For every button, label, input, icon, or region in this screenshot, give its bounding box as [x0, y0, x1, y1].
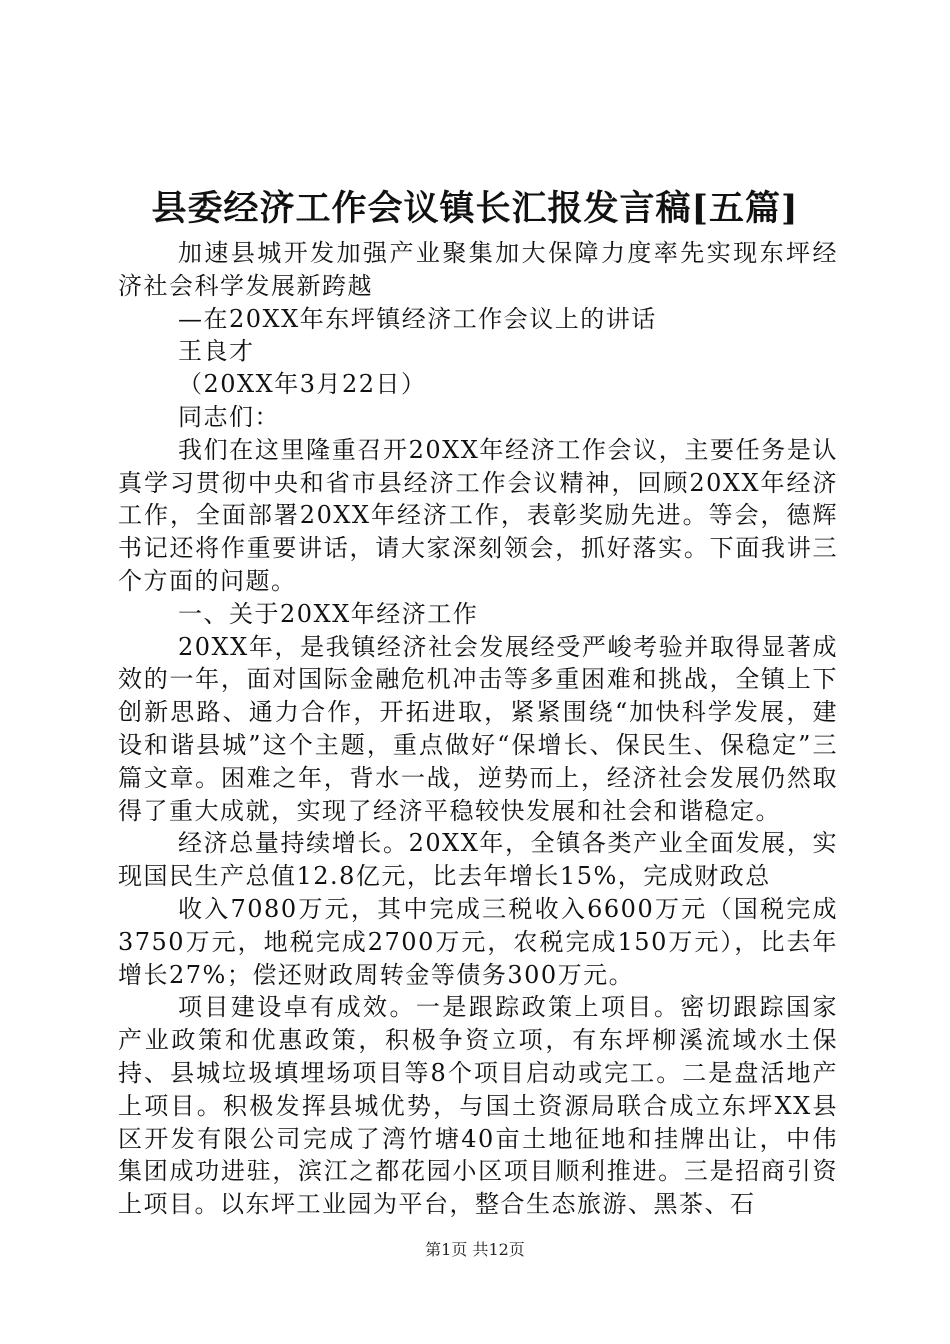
section-heading: 一、关于20XX年经济工作 [178, 599, 479, 628]
speech-date: （20XX年3月22日） [178, 370, 427, 399]
page-title: 县委经济工作会议镇长汇报发言稿[五篇] [151, 188, 799, 229]
salutation: 同志们： [178, 402, 280, 431]
document-body [118, 237, 838, 1221]
body-paragraph: 收入7080万元，其中完成三税收入6600万元（国税完成3750万元，地税完成2700万元，农税完成150万元），比去年增长27%；偿还财政周转金等债务300万元。 [118, 894, 838, 989]
speech-occasion: —在20XX年东坪镇经济工作会议上的讲话 [178, 304, 657, 333]
body-paragraph: 经济总量持续增长。20XX年，全镇各类产业全面发展，实现国民生产总值12.8亿元，比去年增长15%，完成财政总 [118, 829, 838, 891]
body-paragraph: 20XX年，是我镇经济社会发展经受严峻考验并取得显著成效的一年，面对国际金融危机冲击等多重困难和挑战，全镇上下创新思路、通力合作，开拓进取，紧紧围绕“加快科学发展，建设和谐县城”这个主题，重点做好“保增长、保民生、保稳定”三篇文章。困难之年，背水一战，逆势而上，经济社会发展仍然取得了重大成就，实现了经济平稳较快发展和社会和谐稳定。 [118, 632, 838, 825]
page-number-footer: 第1页 共12页 [425, 1240, 525, 1259]
speaker-name: 王良才 [178, 337, 255, 366]
body-paragraph: 项目建设卓有成效。一是跟踪政策上项目。密切跟踪国家产业政策和优惠政策，积极争资立项，有东坪柳溪流域水土保持、县城垃圾填埋场项目等8个项目启动或完工。二是盘活地产上项目。积极发挥县城优势，与国土资源局联合成立东坪XX县区开发有限公司完成了湾竹塘40亩土地征地和挂牌出让，中伟集团成功进驻，滨江之都花园小区项目顺利推进。三是招商引资上项目。以东坪工业园为平台，整合生态旅游、黑茶、石 [118, 993, 838, 1219]
body-paragraph: 我们在这里隆重召开20XX年经济工作会议，主要任务是认真学习贯彻中央和省市县经济工作会议精神，回顾20XX年经济工作，全面部署20XX年经济工作，表彰奖励先进。等会，德辉书记还将作重要讲话，请大家深刻领会，抓好落实。下面我讲三个方面的问题。 [118, 435, 838, 595]
subtitle-paragraph: 加速县城开发加强产业聚集加大保障力度率先实现东坪经济社会科学发展新跨越 [118, 239, 838, 300]
